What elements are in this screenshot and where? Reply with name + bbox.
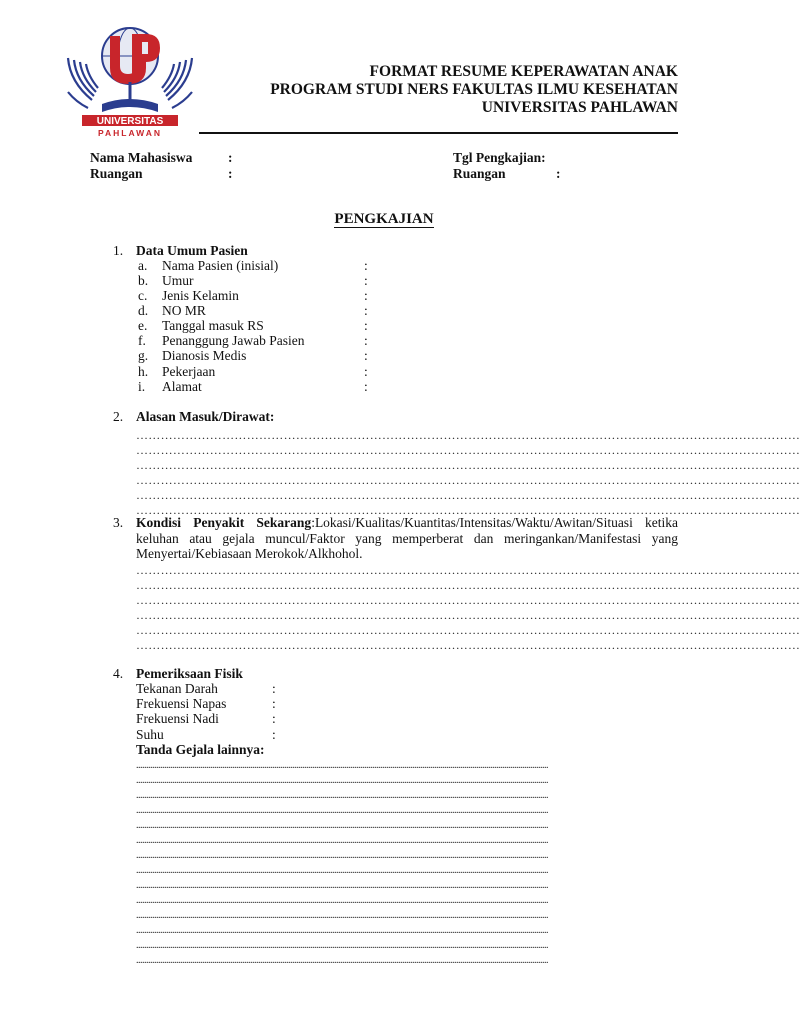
s1-letter: b. bbox=[138, 273, 149, 288]
s1-letter: e. bbox=[138, 318, 148, 333]
header-rule bbox=[199, 132, 678, 134]
s1-number: 1. bbox=[113, 243, 124, 258]
room-label-2: Ruangan bbox=[453, 166, 506, 181]
s1-item-label: Umur bbox=[162, 273, 194, 288]
s1-item-label: NO MR bbox=[162, 303, 206, 318]
s2-title: Alasan Masuk/Dirawat: bbox=[136, 409, 275, 424]
s1-item-label: Dianosis Medis bbox=[162, 348, 247, 363]
s3-paragraph bbox=[136, 515, 678, 562]
s4-fill-line: .............................................................................................................................................................................................................. bbox=[136, 910, 548, 921]
s1-item-colon: : bbox=[364, 303, 368, 318]
room-colon: : bbox=[228, 166, 233, 181]
header-title-1: FORMAT RESUME KEPERAWATAN ANAK bbox=[369, 63, 678, 80]
s2-fill-line: ……………………………………………………………………………………………………………………………………………… bbox=[136, 473, 800, 487]
s4-fill-line: .............................................................................................................................................................................................................. bbox=[136, 835, 548, 846]
s4-fill-line: .............................................................................................................................................................................................................. bbox=[136, 790, 548, 801]
logo-text-1: UNIVERSITAS bbox=[96, 116, 164, 127]
s4-fill-line: .............................................................................................................................................................................................................. bbox=[136, 820, 548, 831]
s2-number: 2. bbox=[113, 409, 124, 424]
assessment-date-label: Tgl Pengkajian: bbox=[453, 150, 546, 165]
s2-fill-line: ……………………………………………………………………………………………………………………………………………… bbox=[136, 443, 800, 457]
vital-colon: : bbox=[272, 696, 276, 711]
s2-fill-line: ……………………………………………………………………………………………………………………………………………… bbox=[136, 428, 800, 442]
s1-letter: f. bbox=[138, 333, 146, 348]
s3-fill-line: ……………………………………………………………………………………………………………………………………………… bbox=[136, 608, 800, 622]
s4-fill-line: .............................................................................................................................................................................................................. bbox=[136, 850, 548, 861]
s1-item-colon: : bbox=[364, 318, 368, 333]
university-logo bbox=[62, 22, 198, 138]
s1-item-label: Jenis Kelamin bbox=[162, 288, 239, 303]
s4-number: 4. bbox=[113, 666, 124, 681]
header-title-2: PROGRAM STUDI NERS FAKULTAS ILMU KESEHATAN bbox=[270, 81, 678, 98]
s4-other-title: Tanda Gejala lainnya: bbox=[136, 742, 265, 757]
vital-colon: : bbox=[272, 711, 276, 726]
vital-colon: : bbox=[272, 727, 276, 742]
s1-letter: c. bbox=[138, 288, 148, 303]
s3-title: Kondisi Penyakit Sekarang bbox=[136, 515, 312, 530]
s4-fill-line: .............................................................................................................................................................................................................. bbox=[136, 955, 548, 966]
s2-fill-line: ……………………………………………………………………………………………………………………………………………… bbox=[136, 488, 800, 502]
s4-fill-line: .............................................................................................................................................................................................................. bbox=[136, 775, 548, 786]
s4-fill-line: .............................................................................................................................................................................................................. bbox=[136, 805, 548, 816]
s4-fill-line: .............................................................................................................................................................................................................. bbox=[136, 865, 548, 876]
s1-item-colon: : bbox=[364, 288, 368, 303]
s1-letter: g. bbox=[138, 348, 149, 363]
s1-item-colon: : bbox=[364, 258, 368, 273]
s3-fill-line: ……………………………………………………………………………………………………………………………………………… bbox=[136, 578, 800, 592]
header-title-3: UNIVERSITAS PAHLAWAN bbox=[481, 99, 678, 116]
logo-text-2: PAHLAWAN bbox=[97, 128, 163, 138]
s4-fill-line: .............................................................................................................................................................................................................. bbox=[136, 940, 548, 951]
s1-item-label: Tanggal masuk RS bbox=[162, 318, 264, 333]
student-name-colon: : bbox=[228, 150, 233, 165]
s3-fill-line: ……………………………………………………………………………………………………………………………………………… bbox=[136, 638, 800, 652]
s4-fill-line: .............................................................................................................................................................................................................. bbox=[136, 895, 548, 906]
s3-desc: :Lokasi/Kualitas/Kuantitas/Intensitas/Waktu/Awitan/Situasi ketika keluhan atau gejala muncul/Faktor yang memperberat dan meringankan/Manifestasi yang Menyertai/Kebiasaan Merokok/Alkhohol. bbox=[136, 515, 678, 561]
s1-item-colon: : bbox=[364, 348, 368, 363]
s1-item-label: Penanggung Jawab Pasien bbox=[162, 333, 305, 348]
s4-fill-line: .............................................................................................................................................................................................................. bbox=[136, 880, 548, 891]
s1-item-label: Alamat bbox=[162, 379, 202, 394]
vital-label: Suhu bbox=[136, 727, 164, 742]
s1-letter: a. bbox=[138, 258, 148, 273]
vital-label: Frekuensi Nadi bbox=[136, 711, 219, 726]
s4-fill-line: .............................................................................................................................................................................................................. bbox=[136, 760, 548, 771]
room-label: Ruangan bbox=[90, 166, 143, 181]
s3-fill-line: ……………………………………………………………………………………………………………………………………………… bbox=[136, 593, 800, 607]
s3-fill-line: ……………………………………………………………………………………………………………………………………………… bbox=[136, 563, 800, 577]
s1-letter: i. bbox=[138, 379, 146, 394]
room-colon-2: : bbox=[556, 166, 561, 181]
s1-title: Data Umum Pasien bbox=[136, 243, 248, 258]
s1-item-label: Nama Pasien (inisial) bbox=[162, 258, 279, 273]
section-title-text: PENGKAJIAN bbox=[334, 211, 434, 227]
s1-item-colon: : bbox=[364, 379, 368, 394]
s3-fill-line: ……………………………………………………………………………………………………………………………………………… bbox=[136, 623, 800, 637]
section-title bbox=[0, 211, 768, 228]
s2-fill-line: ……………………………………………………………………………………………………………………………………………… bbox=[136, 503, 800, 517]
s1-item-colon: : bbox=[364, 273, 368, 288]
s1-item-label: Pekerjaan bbox=[162, 364, 216, 379]
s3-number: 3. bbox=[113, 515, 124, 530]
vital-label: Tekanan Darah bbox=[136, 681, 218, 696]
s1-letter: d. bbox=[138, 303, 149, 318]
student-name-label: Nama Mahasiswa bbox=[90, 150, 193, 165]
vital-label: Frekuensi Napas bbox=[136, 696, 227, 711]
s2-fill-line: ……………………………………………………………………………………………………………………………………………… bbox=[136, 458, 800, 472]
vital-colon: : bbox=[272, 681, 276, 696]
s1-item-colon: : bbox=[364, 364, 368, 379]
s1-item-colon: : bbox=[364, 333, 368, 348]
s4-fill-line: .............................................................................................................................................................................................................. bbox=[136, 925, 548, 936]
s4-title: Pemeriksaan Fisik bbox=[136, 666, 243, 681]
s1-letter: h. bbox=[138, 364, 149, 379]
